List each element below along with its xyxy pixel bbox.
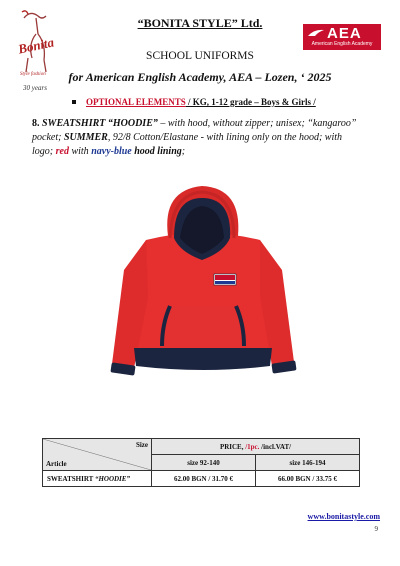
price-header: PRICE, /1pc. /incl.VAT/: [152, 439, 360, 455]
size-column-2: size 146-194: [256, 455, 360, 471]
item-with: with: [68, 146, 92, 157]
table-corner-header: [43, 439, 152, 471]
price-cell-2: 66.00 BGN / 33.75 €: [256, 471, 360, 487]
item-description: [32, 117, 362, 159]
article-name: SWEATSHIRT “HOODIE”: [43, 471, 152, 487]
item-season: SUMMER: [63, 132, 108, 143]
item-end: ;: [181, 146, 186, 157]
item-lining: hood lining: [131, 146, 182, 157]
item-color-main: red: [55, 146, 69, 157]
item-title: SWEATSHIRT “HOODIE”: [42, 118, 158, 129]
brand-title: “BONITA STYLE” Ltd.: [137, 16, 263, 30]
website-link[interactable]: www.bonitastyle.com: [307, 512, 380, 521]
bonita-logo-years: 30 years: [23, 84, 47, 92]
page-number: 9: [374, 525, 378, 533]
academy-line: for American English Academy, AEA – Lozen, ‘ 2025: [68, 70, 332, 84]
eagle-icon: [307, 28, 325, 40]
document-subtitle: SCHOOL UNIFORMS: [146, 50, 254, 62]
article-label: Article: [46, 460, 67, 468]
bonita-logo-text: Bonita: [16, 34, 56, 57]
aea-logo-text: AEA: [327, 25, 362, 42]
item-color-lining: navy-blue: [91, 146, 132, 157]
item-desc-b: , 92/8 Cotton/Elastane - with lining only on the hood; with logo;: [32, 132, 343, 157]
item-number: 8.: [32, 118, 40, 129]
price-cell-1: 62.00 BGN / 31.70 €: [152, 471, 256, 487]
aea-logo-subtext: American English Academy: [311, 41, 373, 47]
optional-grades: / KG, 1-12 grade – Boys & Girls /: [185, 97, 316, 107]
optional-elements-heading: [72, 97, 316, 107]
item-desc-a: – with hood, without zipper; unisex; “kangaroo” pocket;: [32, 118, 357, 143]
size-label: Size: [135, 441, 148, 449]
aea-logo-icon: [303, 24, 381, 50]
hoodie-image: [108, 178, 298, 400]
optional-label: OPTIONAL ELEMENTS: [86, 97, 186, 107]
table-row: [43, 471, 360, 487]
price-table: [42, 438, 360, 487]
bonita-logo-tagline: Style fashion: [20, 72, 46, 77]
bullet-icon: [72, 100, 76, 104]
size-column-1: size 92-140: [152, 455, 256, 471]
